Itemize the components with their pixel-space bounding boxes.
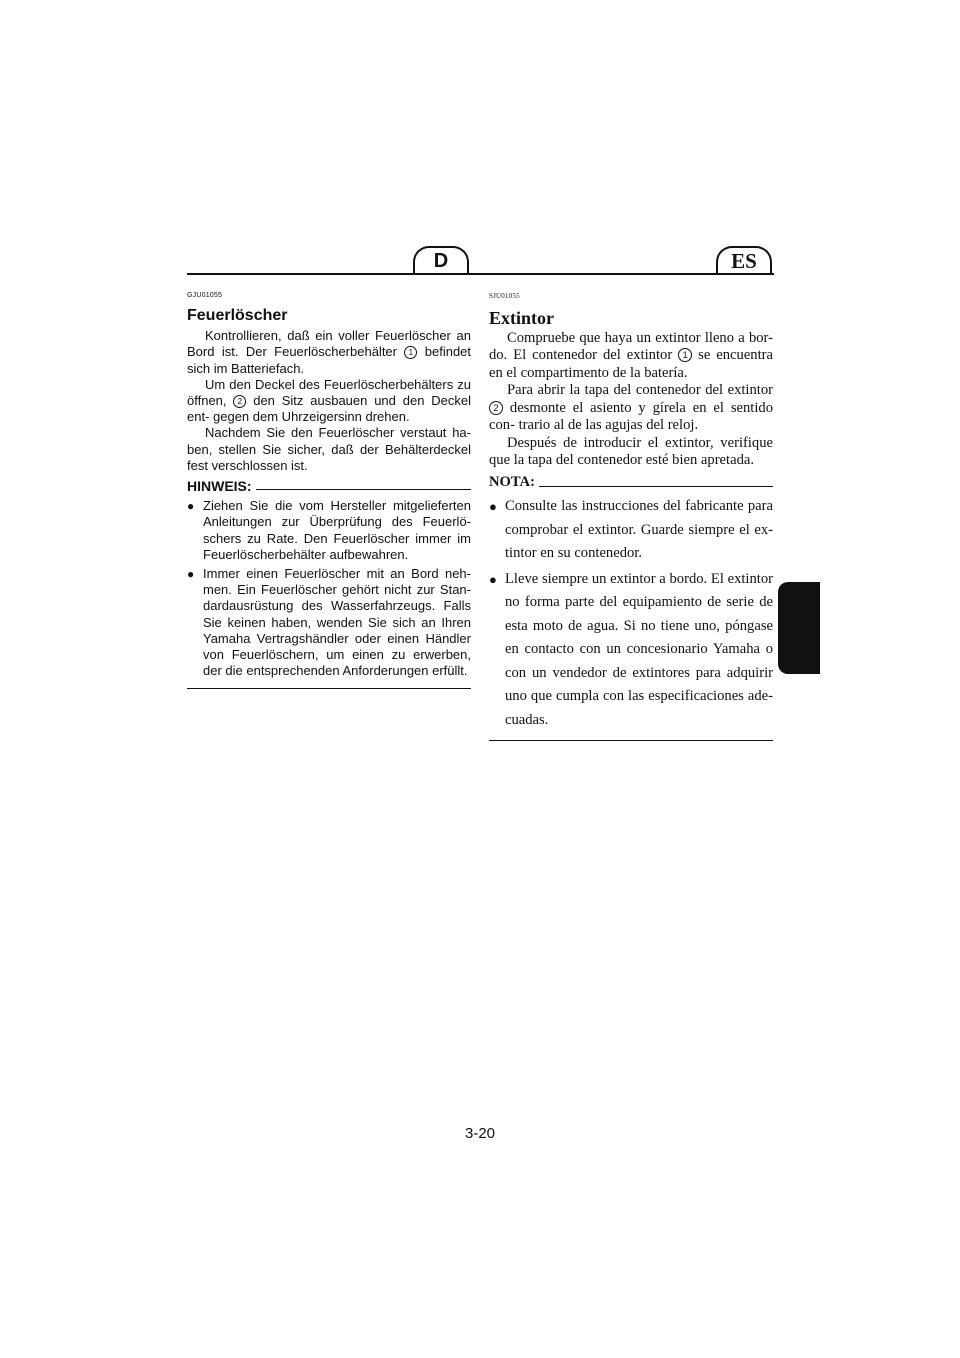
note-header xyxy=(187,478,471,494)
note-text: Lleve siempre un extintor a bordo. El extintor no forma parte del equipamiento de serie de esta moto de agua. Si no tiene uno, póngase en contacto con un concesionario Yamaha o con un vendedor de extintores para adquirir uno que cumpla con las especificaciones ade- cuadas. xyxy=(505,570,773,728)
language-tab-spanish: ES xyxy=(716,246,772,273)
paragraph-text: Compruebe que haya un extintor lleno a bor- do. El contenedor del extintor xyxy=(489,329,773,363)
note-end-rule xyxy=(187,688,471,689)
paragraph-text: Kontrollieren, daß ein voller Feuerlöscher an Bord ist. Der Feuerlöscherbehälter xyxy=(187,328,471,360)
paragraph-text: befindet sich im Batteriefach. xyxy=(187,344,472,376)
paragraph-3: Después de introducir el extintor, verifique que la tapa del contenedor esté bien apretada. xyxy=(489,434,773,468)
note-list xyxy=(489,495,773,732)
callout-marker-1: 1 xyxy=(404,346,417,359)
note-list xyxy=(187,498,471,679)
section-code: SJU01055 xyxy=(489,292,520,300)
note-item xyxy=(187,566,471,679)
page-number: 3-20 xyxy=(464,1125,496,1142)
note-item xyxy=(187,498,471,563)
note-rule xyxy=(539,486,773,487)
callout-marker-2: 2 xyxy=(489,401,503,415)
note-end-rule xyxy=(489,740,773,741)
note-item xyxy=(489,568,773,733)
paragraph-text: desmonte el asiento y gírela en el sentido con- trario al de las agujas del reloj. xyxy=(489,399,773,433)
note-item xyxy=(489,495,773,566)
bullet-icon: ● xyxy=(489,499,497,514)
note-label: NOTA: xyxy=(489,473,535,490)
section-code: GJU01055 xyxy=(187,292,223,299)
chapter-thumb-tab xyxy=(778,582,820,674)
language-tab-german: D xyxy=(413,246,469,273)
paragraph-text: Para abrir la tapa del contenedor del extintor xyxy=(507,382,773,398)
note-text: Ziehen Sie die vom Hersteller mitgelieferten Anleitungen zur Überprüfung des Feuerlö- schers zu Rate. Den Feuerlöscher immer im Feuerlöscherbehälter aufbewahren. xyxy=(203,498,471,562)
paragraph-text: Um den Deckel des Feuerlöscherbehälters zu öffnen, xyxy=(187,376,471,409)
note-rule xyxy=(256,489,471,490)
bullet-icon: ● xyxy=(489,571,497,587)
paragraph-text: den Sitz ausbauen und den Deckel ent- gegen dem Uhrzeigersinn drehen. xyxy=(187,393,471,425)
note-text: Immer einen Feuerlöscher mit an Bord neh- men. Ein Feuerlöscher gehört nicht zur Stan- dardausrüstung des Wasserfahrzeugs. Falls Sie keinen haben, wenden Sie sich an Ihren Yamaha Vertragshändler oder einen Händler von Feuerlöschern, um einen zu erwerben, der die entsprechenden Anforderungen erfüllt. xyxy=(203,566,471,679)
german-column xyxy=(187,288,471,689)
bullet-icon: ● xyxy=(187,499,195,514)
callout-marker-2: 2 xyxy=(233,395,246,408)
callout-marker-1: 1 xyxy=(678,348,692,362)
spanish-column xyxy=(489,288,773,741)
note-text: Consulte las instrucciones del fabricante para comprobar el extintor. Guarde siempre el ex- tintor en su contenedor. xyxy=(505,498,773,561)
section-title: Feuerlöscher xyxy=(187,307,288,325)
section-title: Extintor xyxy=(489,307,554,328)
note-label: HINWEIS: xyxy=(187,478,252,495)
paragraph-3: Nachdem Sie den Feuerlöscher verstaut ha- ben, stellen Sie sicher, daß der Behälterdeckel fest verschlossen ist. xyxy=(187,425,471,473)
header-rule xyxy=(187,273,774,275)
note-header xyxy=(489,474,773,492)
paragraph-1 xyxy=(187,328,471,377)
paragraph-2 xyxy=(489,382,773,435)
bullet-icon: ● xyxy=(187,567,195,582)
paragraph-text: se encuentra en el compartimento de la batería. xyxy=(489,347,774,381)
paragraph-2 xyxy=(187,377,471,426)
paragraph-1 xyxy=(489,330,773,383)
